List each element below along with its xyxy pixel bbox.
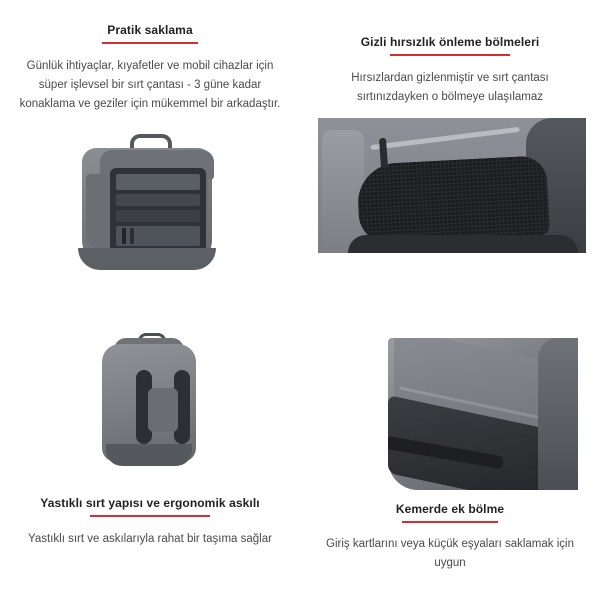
pen-holder-shape <box>130 228 134 244</box>
organizer-slot <box>116 210 200 222</box>
open-backpack-image <box>72 140 222 270</box>
bag-side-panel-shape <box>538 338 578 490</box>
bag-bottom-edge-shape <box>348 235 578 253</box>
organizer-slot <box>116 174 200 190</box>
panel-yastikli-sirt-yapisi <box>0 300 300 600</box>
organizer-slot <box>116 226 200 246</box>
heading-underline-rule <box>402 521 498 523</box>
panel-body-bottom-left: Yastıklı sırt ve askılarıyla rahat bir taşıma sağlar <box>28 533 272 545</box>
panel-heading-bottom-right-text: Kemerde ek bölme <box>395 502 505 516</box>
hidden-zipper-shape <box>370 127 519 150</box>
heading-underline-rule <box>390 54 510 56</box>
backpack-inner-organizer <box>110 168 206 252</box>
panel-body-top-left: Günlük ihtiyaçlar, kıyafetler ve mobil cihazlar için süper işlevsel bir sırt çantası - 3 güne kadar konaklama ve geziler için mükemmel bir arkadaştır. <box>19 60 281 110</box>
panel-heading-top-left-text: Pratik saklama <box>107 23 193 37</box>
panel-heading-bottom-left <box>0 496 300 517</box>
backpack-base-shape <box>78 248 216 270</box>
panel-body-bottom-right: Giriş kartlarını veya küçük eşyaları saklamak için uygun <box>326 538 574 569</box>
panel-heading-top-left <box>0 23 300 44</box>
backpack-left-wall-shape <box>86 174 112 248</box>
panel-heading-bottom-left-text: Yastıklı sırt yapısı ve ergonomik askılı <box>40 496 260 510</box>
panel-pratik-saklama <box>0 0 300 300</box>
panel-body-top-right: Hırsızlardan gizlenmiştir ve sırt çantası sırtınızdayken o bölmeye ulaşılamaz <box>351 72 549 104</box>
panel-heading-top-right-text: Gizli hırsızlık önleme bölmeleri <box>360 35 540 49</box>
mesh-back-panel-shape <box>356 155 550 245</box>
belt-pocket-image <box>388 338 578 490</box>
heading-underline-rule <box>102 42 198 44</box>
back-center-channel-shape <box>148 388 178 432</box>
panel-heading-top-right <box>300 35 600 56</box>
heading-underline-rule <box>90 515 210 517</box>
pen-holder-shape <box>122 228 126 244</box>
panel-kemerde-ek-bolme <box>300 300 600 600</box>
shoulder-strap-shape <box>322 130 364 248</box>
organizer-slot <box>116 194 200 206</box>
backpack-base-shape <box>106 444 192 466</box>
anti-theft-pocket-image <box>318 118 586 253</box>
panel-gizli-hirsizlik-onleme <box>300 0 600 300</box>
panel-heading-bottom-right <box>300 502 600 523</box>
backpack-back-image <box>88 338 210 468</box>
